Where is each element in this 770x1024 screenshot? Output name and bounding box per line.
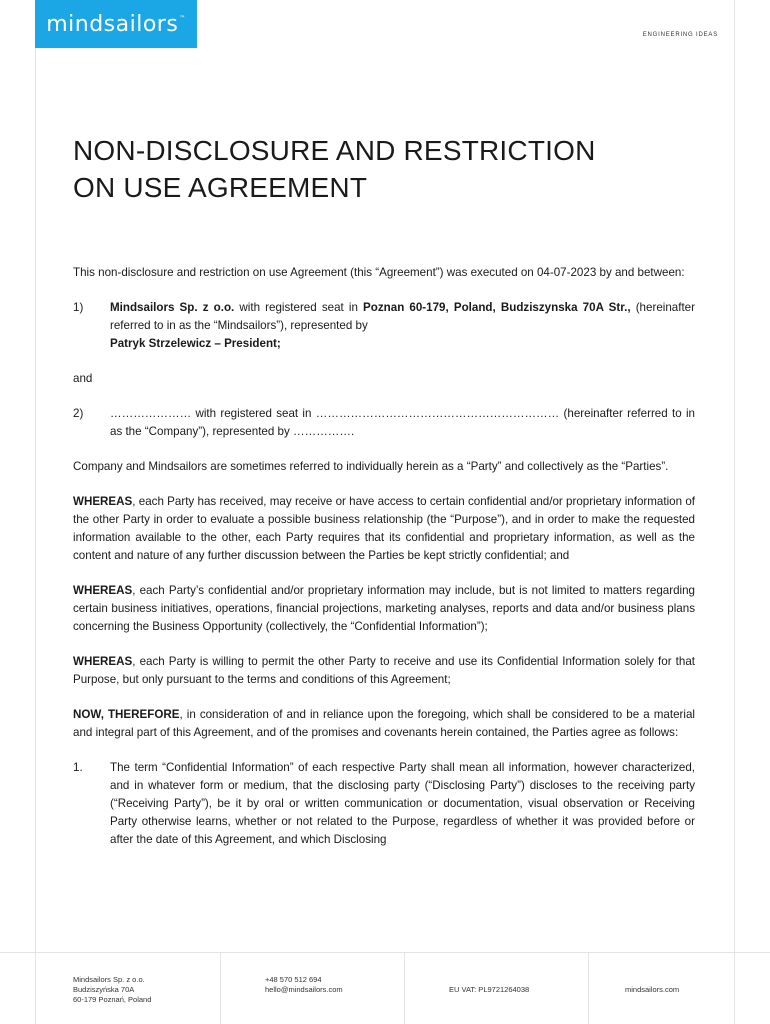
footer-web: mindsailors.com: [625, 985, 680, 994]
right-margin-line: [734, 0, 735, 1024]
left-margin-line: [35, 0, 36, 1024]
whereas-3-paragraph: [73, 653, 695, 689]
clause-1: [73, 759, 695, 849]
party-1-number: 1): [73, 301, 84, 314]
parties-paragraph: Company and Mindsailors are sometimes referred to individually herein as a “Party” and collectively as the “Parties”.: [73, 460, 669, 473]
footer-col-divider-1: [220, 952, 221, 1024]
party-1: [73, 299, 695, 353]
tagline: ENGINEERING IDEAS: [642, 32, 718, 38]
whereas-1-text: , each Party has received, may receive or have access to certain confidential and/or proprietary information of the other Party in order to evaluate a possible business relationship (the “Purpose”), and in order to make the requested information available to the other, each Party requires that its confidential and proprietary information, as well as the content and nature of any further discussion between the Parties be kept strictly confidential; and: [73, 495, 695, 562]
now-therefore-paragraph: [73, 706, 695, 742]
whereas-2-text: , each Party’s confidential and/or proprietary information may include, but is not limited to matters regarding certain business initiatives, operations, financial projections, marketing analyses, reports and data and/or business plans concerning the Business Opportunity (collectively, the “Confidential Information”);: [73, 584, 695, 633]
whereas-2-label: WHEREAS: [73, 584, 133, 597]
whereas-2-paragraph: [73, 582, 695, 636]
footer-phone: +48 570 512 694: [265, 975, 322, 984]
party-2: [73, 405, 695, 441]
footer-company: Mindsailors Sp. z o.o.: [73, 975, 145, 984]
party-1-rep: Patryk Strzelewicz – President;: [110, 337, 281, 350]
title-line-2: ON USE AGREEMENT: [73, 172, 368, 203]
document-title: [73, 132, 673, 206]
footer-vat: EU VAT: PL9721264038: [449, 985, 530, 994]
clause-1-text: The term “Confidential Information” of each respective Party shall mean all information, however characterized, and in whatever form or medium, that the disclosing party (“Disclosing Party”) discloses to the receiving party (“Receiving Party”), be it by oral or written communication or documentation, visual observation or Receiving Party otherwise learns, whether or not related to the Purpose, regardless of whether it was provided before or after the date of this Agreement, and which Disclosing: [110, 761, 695, 846]
party-1-ref: (hereinafter referred to in as the “Mindsailors”), represented by: [110, 301, 695, 332]
intro-paragraph: This non-disclosure and restriction on use Agreement (this “Agreement”) was executed on 04-07-2023 by and between:: [73, 266, 685, 279]
logo-text: mindsailors: [46, 11, 179, 37]
and-word: and: [73, 372, 93, 385]
party-1-text: [110, 299, 695, 353]
agreement-body: [73, 264, 695, 866]
logo-mark: ™: [179, 14, 186, 22]
title-line-1: NON-DISCLOSURE AND RESTRICTION: [73, 135, 596, 166]
party-2-text: ………………… with registered seat in ……………………………………………………… (hereinafter referred to in as the “Company”), represented by …………….: [110, 407, 695, 438]
footer-email: hello@mindsailors.com: [265, 985, 343, 994]
footer-contact: [265, 975, 343, 995]
footer-street: Budziszyńska 70A: [73, 985, 135, 994]
now-therefore-label: NOW, THEREFORE: [73, 708, 180, 721]
whereas-3-label: WHEREAS: [73, 655, 133, 668]
footer-address: [73, 975, 151, 1005]
whereas-1-paragraph: [73, 493, 695, 565]
party-1-seat: Poznan 60-179, Poland, Budziszynska 70A Str.,: [363, 301, 631, 314]
footer-divider: [0, 952, 770, 953]
footer-col-divider-3: [588, 952, 589, 1024]
footer-city: 60-179 Poznań, Poland: [73, 995, 152, 1004]
party-2-number: 2): [73, 407, 84, 420]
now-therefore-text: , in consideration of and in reliance upon the foregoing, which shall be considered to be a material and integral part of this Agreement, and of the promises and covenants herein contained, the Parties agree as follows:: [73, 708, 695, 739]
party-1-name: Mindsailors Sp. z o.o.: [110, 301, 235, 314]
party-1-seat-pre: with registered seat in: [234, 301, 364, 314]
footer-col-divider-2: [404, 952, 405, 1024]
whereas-3-text: , each Party is willing to permit the other Party to receive and use its Confidential Information solely for that Purpose, but only pursuant to the terms and conditions of this Agreement;: [73, 655, 695, 686]
clause-1-number: 1.: [73, 761, 83, 774]
mindsailors-logo: [35, 0, 197, 48]
whereas-1-label: WHEREAS: [73, 495, 133, 508]
